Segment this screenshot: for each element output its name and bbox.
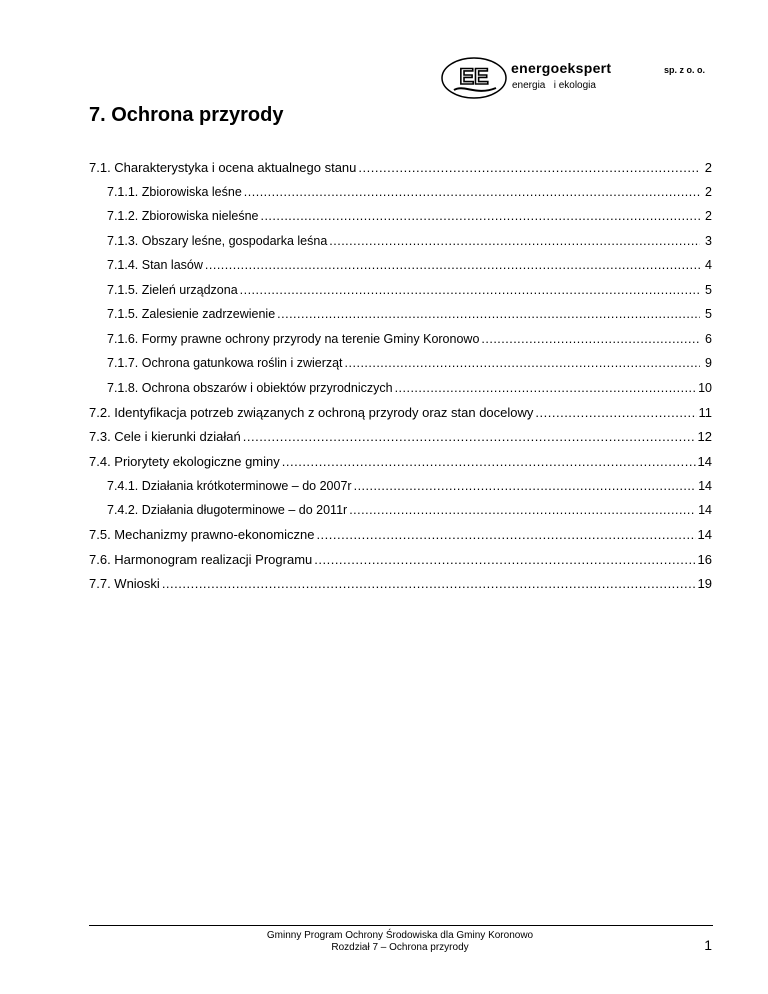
toc-entry-label: 7.1. Charakterystyka i ocena aktualnego stanu: [89, 159, 357, 175]
toc-dot-leader: [535, 405, 696, 420]
company-logo: [440, 56, 710, 106]
table-of-contents: [89, 155, 712, 596]
toc-entry[interactable]: [89, 523, 712, 548]
toc-dot-leader: [345, 356, 700, 370]
toc-entry-page: 10: [698, 380, 712, 395]
toc-entry[interactable]: [89, 572, 712, 597]
toc-entry-page: 16: [697, 551, 712, 567]
toc-entry-label: 7.1.4. Stan lasów: [107, 258, 203, 273]
logo-company-name: energoekspert: [511, 60, 612, 76]
toc-entry[interactable]: [89, 351, 712, 376]
page-number: 1: [704, 937, 712, 953]
footer-divider: [89, 925, 713, 926]
toc-dot-leader: [282, 454, 696, 469]
toc-entry[interactable]: [89, 449, 712, 474]
toc-entry[interactable]: [89, 400, 712, 425]
toc-entry[interactable]: [89, 425, 712, 450]
toc-entry-page: 2: [705, 184, 712, 199]
toc-entry-label: 7.5. Mechanizmy prawno-ekonomiczne: [89, 527, 315, 543]
footer-line-1: Gminny Program Ochrony Środowiska dla Gminy Koronowo: [266, 930, 534, 941]
toc-dot-leader: [358, 160, 700, 175]
toc-dot-leader: [314, 552, 695, 567]
toc-dot-leader: [162, 576, 696, 591]
toc-entry[interactable]: [89, 229, 712, 254]
toc-entry-page: 5: [705, 307, 712, 322]
toc-entry-page: 19: [697, 576, 712, 592]
toc-dot-leader: [481, 332, 700, 346]
toc-entry-label: 7.4. Priorytety ekologiczne gminy: [89, 453, 280, 469]
toc-dot-leader: [354, 479, 697, 493]
toc-dot-leader: [329, 234, 700, 248]
toc-entry-label: 7.1.6. Formy prawne ochrony przyrody na terenie Gminy Koronowo: [107, 331, 480, 346]
toc-entry[interactable]: [89, 253, 712, 278]
logo-company-suffix: sp. z o. o.: [664, 65, 706, 75]
toc-dot-leader: [240, 283, 700, 297]
toc-entry[interactable]: [89, 302, 712, 327]
toc-entry-page: 11: [698, 404, 712, 420]
toc-entry-label: 7.1.5. Zieleń urządzona: [107, 282, 238, 297]
toc-entry-page: 14: [698, 503, 712, 518]
toc-entry[interactable]: [89, 376, 712, 401]
toc-entry-page: 2: [705, 209, 712, 224]
toc-entry-page: 12: [697, 429, 712, 445]
toc-dot-leader: [243, 429, 696, 444]
toc-entry-label: 7.4.1. Działania krótkoterminowe – do 2007r: [107, 478, 352, 493]
toc-entry-page: 9: [705, 356, 712, 371]
logo-tagline: energia i ekologia: [512, 80, 596, 91]
toc-entry[interactable]: [89, 278, 712, 303]
toc-entry-page: 5: [705, 282, 712, 297]
footer-line-2: Rozdział 7 – Ochrona przyrody: [331, 942, 469, 953]
svg-text:EE: EE: [459, 64, 489, 89]
toc-dot-leader: [395, 381, 697, 395]
toc-entry-label: 7.3. Cele i kierunki działań: [89, 429, 241, 445]
footer-text: [200, 930, 600, 954]
toc-entry-label: 7.1.3. Obszary leśne, gospodarka leśna: [107, 233, 328, 248]
toc-entry[interactable]: [89, 547, 712, 572]
toc-entry-label: 7.1.1. Zbiorowiska leśne: [107, 184, 242, 199]
toc-entry[interactable]: [89, 474, 712, 499]
toc-dot-leader: [260, 209, 700, 223]
toc-entry-label: 7.1.5. Zalesienie zadrzewienie: [107, 307, 276, 322]
toc-entry-label: 7.2. Identyfikacja potrzeb związanych z ochroną przyrody oraz stan docelowy: [89, 404, 534, 420]
toc-entry-page: 2: [704, 159, 712, 175]
toc-entry-page: 14: [698, 478, 712, 493]
toc-entry[interactable]: [89, 180, 712, 205]
toc-entry-page: 14: [697, 527, 712, 543]
toc-entry-label: 7.4.2. Działania długoterminowe – do 2011r: [107, 503, 348, 518]
toc-entry-label: 7.7. Wnioski: [89, 576, 160, 592]
toc-entry-label: 7.1.8. Ochrona obszarów i obiektów przyrodniczych: [107, 380, 393, 395]
toc-entry-label: 7.1.2. Zbiorowiska nieleśne: [107, 209, 259, 224]
energoekspert-logo-icon: [440, 56, 510, 102]
toc-entry[interactable]: [89, 327, 712, 352]
toc-entry-page: 14: [697, 453, 712, 469]
toc-dot-leader: [349, 503, 696, 517]
toc-dot-leader: [244, 185, 700, 199]
toc-entry[interactable]: [89, 498, 712, 523]
page-title: 7. Ochrona przyrody: [89, 104, 284, 126]
toc-entry-label: 7.1.7. Ochrona gatunkowa roślin i zwierząt: [107, 356, 343, 371]
toc-entry-page: 6: [705, 331, 712, 346]
toc-dot-leader: [205, 258, 700, 272]
toc-entry[interactable]: [89, 155, 712, 180]
toc-dot-leader: [316, 527, 695, 542]
toc-entry-page: 4: [705, 258, 712, 273]
toc-dot-leader: [277, 307, 700, 321]
toc-entry-page: 3: [705, 233, 712, 248]
toc-entry-label: 7.6. Harmonogram realizacji Programu: [89, 551, 313, 567]
toc-entry[interactable]: [89, 204, 712, 229]
